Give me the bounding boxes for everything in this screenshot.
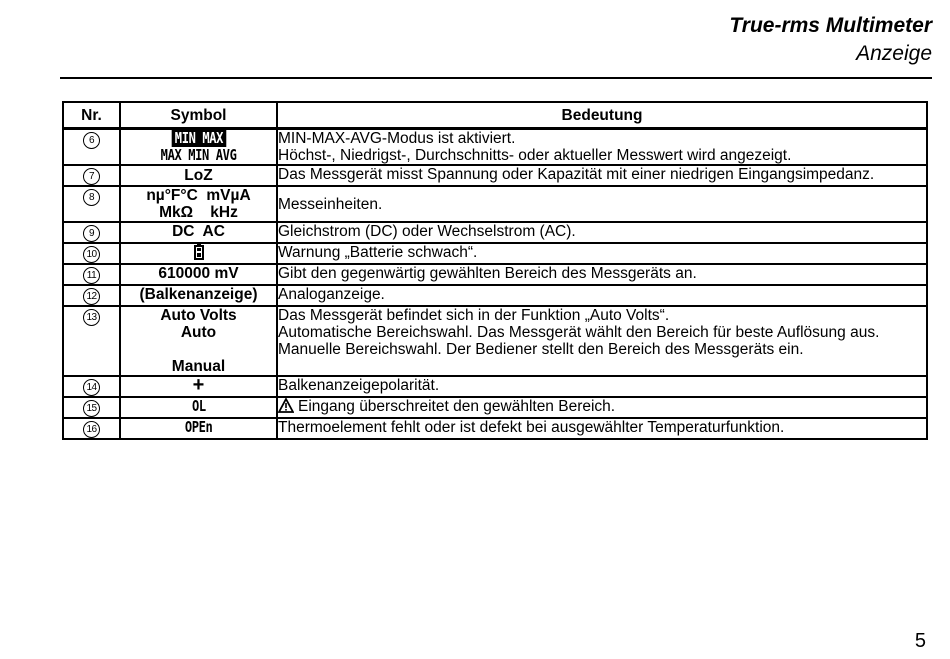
table-row [63,376,927,397]
open-symbol: OPEn [184,418,213,436]
manual-symbol: Manual [171,358,226,375]
row-number: 12 [83,288,100,305]
row-number: 6 [83,132,100,149]
column-header-nr: Nr. [63,102,120,129]
auto-volts-symbol: Auto Volts [160,307,237,324]
table-row [63,397,927,418]
table-header-row [63,102,927,129]
row-description: Messeinheiten. [277,186,927,222]
row-number: 11 [83,267,100,284]
row-description: Manuelle Bereichswahl. Der Bediener stellt den Bereich des Messgeräts ein. [278,341,804,358]
row-description: Gleichstrom (DC) oder Wechselstrom (AC). [277,222,927,243]
row-description: Warnung „Batterie schwach“. [277,243,927,264]
column-header-symbol: Symbol [120,102,277,129]
row-number: 15 [83,400,100,417]
column-header-meaning: Bedeutung [277,102,927,129]
auto-symbol: Auto [180,324,217,341]
section-title: Anzeige [856,42,932,65]
row-description: Höchst-, Niedrigst-, Durchschnitts- oder aktueller Messwert wird angezeigt. [278,147,792,164]
loz-symbol: LoZ [120,165,277,186]
units-symbol-line-2: MkΩ kHz [159,204,238,221]
dc-ac-symbol: DC AC [120,222,277,243]
bar-graph-symbol: (Balkenanzeige) [120,285,277,306]
max-min-avg-symbol: MAX MIN AVG [160,146,237,164]
table-row [63,306,927,376]
row-number: 16 [83,421,100,438]
table-row [63,418,927,439]
table-row [63,186,927,222]
row-description: Eingang überschreitet den gewählten Bereich. [298,398,616,415]
row-number: 13 [83,309,100,326]
table-row [63,264,927,285]
row-number: 8 [83,189,100,206]
table-row [63,165,927,186]
row-description: Balkenanzeigepolarität. [277,376,927,397]
row-description: Thermoelement fehlt oder ist defekt bei ausgewählter Temperaturfunktion. [277,418,927,439]
row-description: Das Messgerät misst Spannung oder Kapazität mit einer niedrigen Eingangsimpedanz. [277,165,927,186]
range-symbol: 610000 mV [120,264,277,285]
row-number: 7 [83,168,100,185]
polarity-symbol: + [120,376,277,397]
document-title: True-rms Multimeter [729,14,932,37]
warning-icon [278,398,294,413]
header-divider [60,77,932,79]
row-number: 10 [83,246,100,263]
table-row [63,129,927,166]
symbol-table [62,101,928,440]
min-max-symbol: MIN MAX [171,130,225,147]
table-row [63,285,927,306]
row-number: 14 [83,379,100,396]
row-description: Automatische Bereichswahl. Das Messgerät wählt den Bereich für beste Auflösung aus. [278,324,880,341]
row-description: Das Messgerät befindet sich in der Funktion „Auto Volts“. [278,307,670,324]
row-number: 9 [83,225,100,242]
battery-icon [194,244,204,260]
overload-symbol: OL [191,397,206,415]
units-symbol-line-1: nµ°F°C mVµA [146,187,251,204]
row-description: MIN-MAX-AVG-Modus ist aktiviert. [278,130,516,147]
row-description: Analoganzeige. [277,285,927,306]
table-row [63,243,927,264]
table-row [63,222,927,243]
page-number: 5 [914,630,926,652]
row-description: Gibt den gegenwärtig gewählten Bereich des Messgeräts an. [277,264,927,285]
